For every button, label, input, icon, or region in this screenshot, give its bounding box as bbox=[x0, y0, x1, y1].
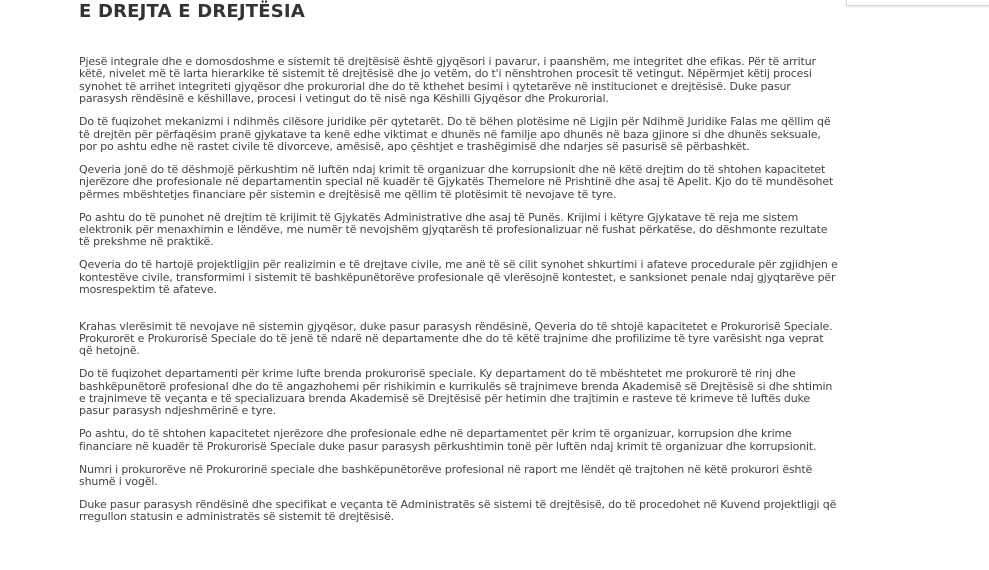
paragraph-3: Qeveria jonë do të dëshmojë përkushtim në luftën ndaj krimit të organizuar dhe korrupsionit dhe në këtë drejtim do të shtohen kapacitetet njerëzore dhe profesionale në departamentin special në kuadër të Gjykatës Themelore në Prishtinë dhe asaj të Apelit. Kjo do të mundësohet përmes mbështetjes financiare për sistemin e drejtësisë me qëllim të plotësimit të nevojave të tyre. bbox=[79, 162, 834, 201]
paragraph-2: Do të fuqizohet mekanizmi i ndihmës cilësore juridike për qytetarët. Do të bëhen plotësime në Ligjin për Ndihmë Juridike Falas me qëllim që të drejtën për përfaqësim pranë gjykatave ta kenë edhe viktimat e dhunës në familje apo dhunës në baza gjinore si dhe dhunës seksuale, por po ashtu edhe në rastet civile të divorceve, amësisë, apo çështjet e trashëgimisë dhe ndarjes së pasurisë së përbashkët. bbox=[79, 115, 831, 153]
paragraph-10: Duke pasur parasysh rëndësinë dhe specifikat e veçanta të Administratës së sistemi të drejtësisë, do të procedohet në Kuvend projektligji që rregullon statusin e administratës së sistemit të drejtësisë. bbox=[79, 497, 837, 524]
article-body bbox=[79, 56, 839, 534]
top-right-dropdown-edge[interactable] bbox=[846, 0, 989, 6]
paragraph-8: Po ashtu, do të shtohen kapacitetet njerëzore dhe profesionale edhe në departamentet për krim të organizuar, korrupsion dhe krime financiare në kuadër të Prokurorisë Speciale duke pasur parasysh përkushtimin tonë për luftën ndaj krimit të organizuar dhe korrupsionit. bbox=[79, 427, 817, 453]
paragraph-6: Krahas vlerësimit të nevojave në sistemin gjyqësor, duke pasur parasysh rëndësinë, Qeveria do të shtojë kapacitetet e Prokurorisë Speciale. Prokurorët e Prokurorisë Speciale do të jenë të ndarë në departamente dhe do të këtë trajnime dhe profilizime të tyre varësisht nga veprat që hetojnë. bbox=[79, 319, 833, 358]
paragraph-1: Pjesë integrale dhe e domosdoshme e sistemit të drejtësisë është gjyqësori i pavarur, i paanshëm, me integritet dhe efikas. Për të arritur këtë, nivelet më të larta hierarkike të sistemit të drejtësisë dhe jo vetëm, do t'i nënshtrohen procesit të vetingut. Nëpërmjet këtij procesi synohet të arrihet integriteti gjyqësor dhe prokurorial dhe do të kthehet besimi i qytetarëve në institucionet e drejtësisë. Duke pasur parasysh rëndësinë e këshillave, procesi i vetingut do të nisë nga Këshilli Gjyqësor dhe Prokurorial. bbox=[79, 55, 816, 106]
paragraph-7: Do të fuqizohet departamenti për krime lufte brenda prokurorisë speciale. Ky departament do të mbështetet me prokurorë të rinj dhe bashkëpunëtorë profesional dhe do të angazhohemi për rishikimin e kurrikulës së trajnimeve brenda Akademisë së Drejtësisë si dhe shtimin e trajnimeve të veçanta e të specializuara brenda Akademisë së Drejtësisë për hetimin dhe trajtimin e rasteve të krimeve të luftës duke pasur parasysh ndjeshmërinë e tyre. bbox=[79, 367, 833, 418]
paragraph-9: Numri i prokurorëve në Prokurorinë speciale dhe bashkëpunëtorëve profesional në raport me lëndët që trajtohen në këtë prokurori është shumë i vogël. bbox=[79, 462, 813, 489]
page-title: E DREJTA E DREJTËSIA bbox=[79, 1, 305, 22]
paragraph-5: Qeveria do të hartojë projektligjin për realizimin e të drejtave civile, me anë të së cilit synohet shkurtimi i afateve procedurale për zgjidhjen e kontestëve civile, transformimi i sistemit të bashkëpunëtorëve profesionale që vlerësojnë kontestet, e sanksionet penale ndaj gjyqtarëve për mosrespektim të afateve. bbox=[79, 258, 838, 297]
paragraph-4: Po ashtu do të punohet në drejtim të krijimit të Gjykatës Administrative dhe asaj të Punës. Krijimi i këtyre Gjykatave të reja me sistem elektronik për menaxhimin e lëndëve, me numër të nevojshëm gjyqtarësh të profesionalizuar në fushat përkatëse, do dëshmonte rezultate të prekshme në praktikë. bbox=[79, 210, 828, 249]
